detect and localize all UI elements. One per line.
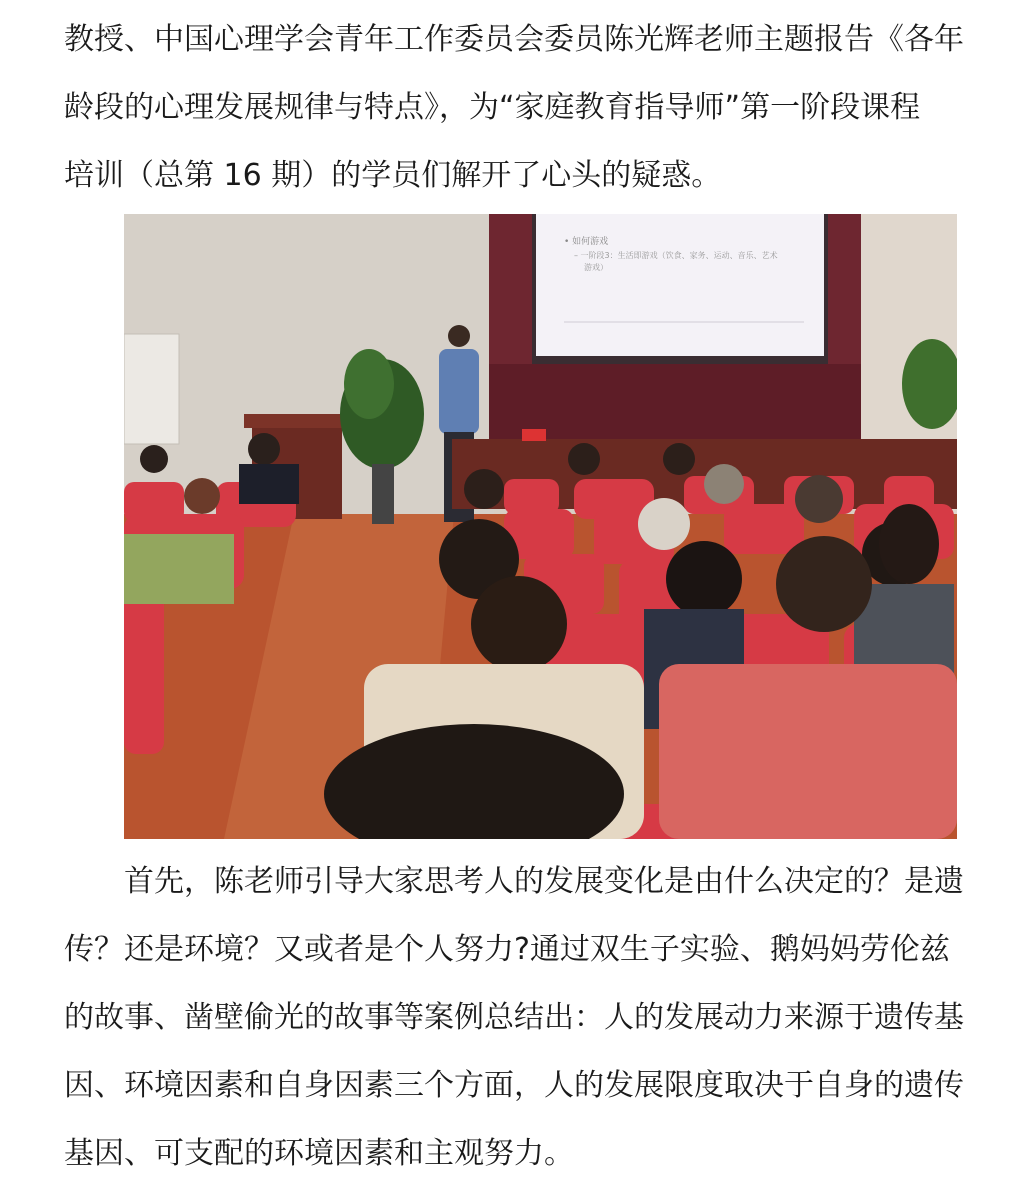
podium-sign [522,429,546,441]
body-line-1: 首先，陈老师引导大家思考人的发展变化是由什么决定的？是遗 [124,864,964,899]
slide-line-2: – 一阶段3：生活即游戏（饮食、家务、运动、音乐、艺术 [574,251,778,260]
body-line-5: 基因、可支配的环境因素和主观努力。 [64,1136,574,1171]
body-line-2: 传？还是环境？又或者是个人努力?通过双生子实验、鹅妈妈劳伦兹 [64,932,950,967]
body-line-4: 因、环境因素和自身因素三个方面，人的发展限度取决于自身的遗传 [64,1068,964,1103]
lecture-hall-photo [124,214,957,839]
intro-paragraph [64,6,964,210]
body-line-3: 的故事、凿壁偷光的故事等案例总结出：人的发展动力来源于遗传基 [64,1000,964,1035]
intro-line-3: 培训（总第 16 期）的学员们解开了心头的疑惑。 [64,158,722,193]
intro-line-1: 教授、中国心理学会青年工作委员会委员陈光辉老师主题报告《各年 [64,22,964,57]
slide-line-3: 游戏） [584,263,608,272]
body-paragraph [64,848,964,1188]
intro-line-2: 龄段的心理发展规律与特点》，为“家庭教育指导师”第一阶段课程 [64,90,921,125]
slide-line-1: • 如何游戏 [564,237,609,247]
